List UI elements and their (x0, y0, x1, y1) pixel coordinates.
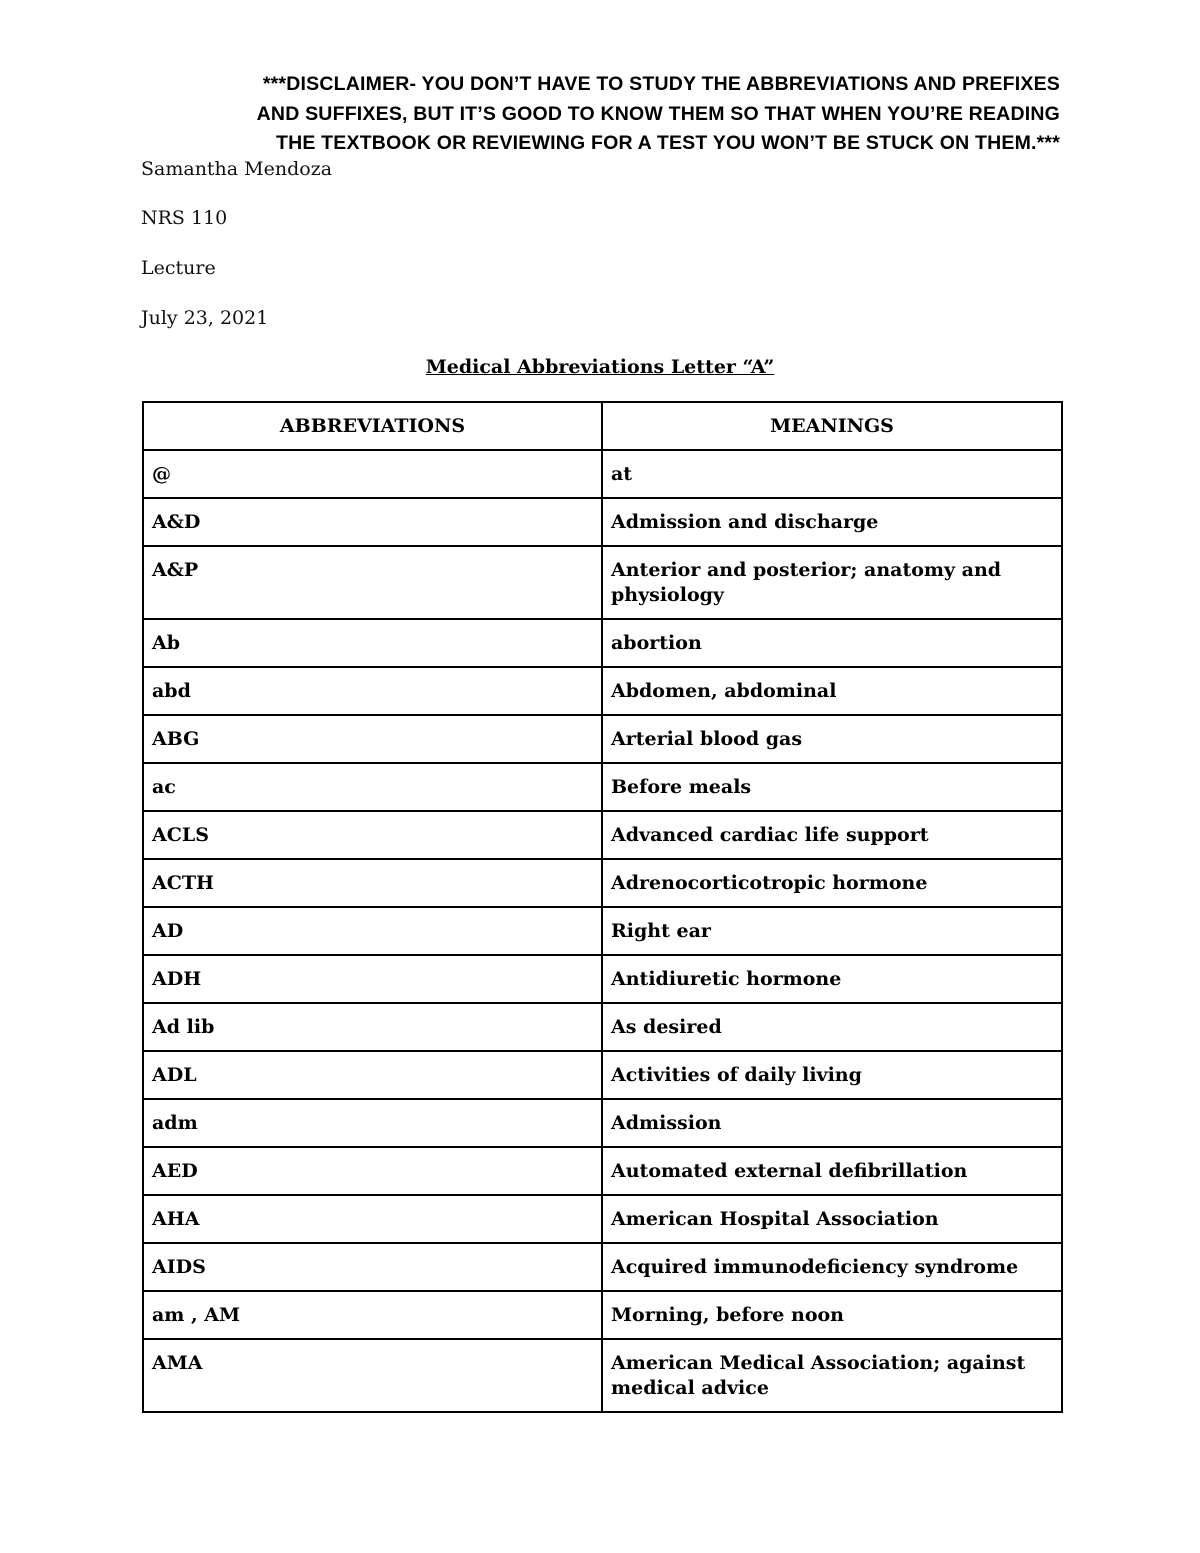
meaning-cell: American Medical Association; against medical advice (602, 1339, 1062, 1412)
meaning-cell: Before meals (602, 763, 1062, 811)
table-row (143, 715, 1062, 763)
abbreviation-cell: Ad lib (143, 1003, 602, 1051)
table-row (143, 1291, 1062, 1339)
meaning-cell: at (602, 450, 1062, 498)
meaning-cell: Admission (602, 1099, 1062, 1147)
table-row (143, 1051, 1062, 1099)
table-header-row (143, 402, 1062, 450)
abbreviation-cell: ADL (143, 1051, 602, 1099)
meaning-cell: Right ear (602, 907, 1062, 955)
abbreviation-cell: adm (143, 1099, 602, 1147)
abbreviation-cell: AMA (143, 1339, 602, 1412)
abbreviation-cell: ACTH (143, 859, 602, 907)
abbreviation-cell: ACLS (143, 811, 602, 859)
meaning-cell: Antidiuretic hormone (602, 955, 1062, 1003)
abbreviation-cell: A&P (143, 546, 602, 619)
table-row (143, 450, 1062, 498)
table-row (143, 1003, 1062, 1051)
meaning-cell: Abdomen, abdominal (602, 667, 1062, 715)
abbreviation-cell: AD (143, 907, 602, 955)
table-row (143, 1099, 1062, 1147)
abbreviations-table (142, 401, 1063, 1413)
table-row (143, 619, 1062, 667)
table-row (143, 498, 1062, 546)
abbreviation-cell: A&D (143, 498, 602, 546)
abbreviation-cell: ADH (143, 955, 602, 1003)
meaning-cell: Automated external defibrillation (602, 1147, 1062, 1195)
table-row (143, 667, 1062, 715)
meaning-cell: Admission and discharge (602, 498, 1062, 546)
abbreviation-cell: abd (143, 667, 602, 715)
table-row (143, 907, 1062, 955)
abbreviation-cell: ABG (143, 715, 602, 763)
table-row (143, 763, 1062, 811)
course-code: NRS 110 (141, 207, 228, 229)
meaning-cell: Activities of daily living (602, 1051, 1062, 1099)
meaning-cell: Acquired immunodeficiency syndrome (602, 1243, 1062, 1291)
page-title: Medical Abbreviations Letter “A” (425, 356, 775, 378)
abbreviation-cell: am , AM (143, 1291, 602, 1339)
meaning-cell: As desired (602, 1003, 1062, 1051)
abbreviation-cell: AED (143, 1147, 602, 1195)
document-type: Lecture (141, 257, 216, 279)
abbreviation-cell: Ab (143, 619, 602, 667)
table-row (143, 811, 1062, 859)
table-row (143, 1195, 1062, 1243)
table-body (143, 450, 1062, 1412)
abbreviation-cell: ac (143, 763, 602, 811)
table-row (143, 1147, 1062, 1195)
abbreviation-cell: @ (143, 450, 602, 498)
column-header-meanings: MEANINGS (602, 402, 1062, 450)
disclaimer-text: ***DISCLAIMER- YOU DON’T HAVE TO STUDY THE ABBREVIATIONS AND PREFIXES AND SUFFIXES, BUT IT’S GOOD TO KNOW THEM SO THAT WHEN YOU’RE READING THE TEXTBOOK OR REVIEWING FOR A TEST YOU WON’T BE STUCK ON THEM.*** (256, 73, 1060, 154)
meaning-cell: Arterial blood gas (602, 715, 1062, 763)
meaning-cell: American Hospital Association (602, 1195, 1062, 1243)
column-header-abbreviations: ABBREVIATIONS (143, 402, 602, 450)
abbreviation-cell: AIDS (143, 1243, 602, 1291)
meaning-cell: Advanced cardiac life support (602, 811, 1062, 859)
meaning-cell: Morning, before noon (602, 1291, 1062, 1339)
table-row (143, 1243, 1062, 1291)
document-date: July 23, 2021 (141, 307, 269, 329)
table-row (143, 1339, 1062, 1412)
table-row (143, 859, 1062, 907)
table-row (143, 546, 1062, 619)
abbreviation-cell: AHA (143, 1195, 602, 1243)
meaning-cell: Adrenocorticotropic hormone (602, 859, 1062, 907)
student-name: Samantha Mendoza (141, 158, 333, 180)
meaning-cell: Anterior and posterior; anatomy and physiology (602, 546, 1062, 619)
meaning-cell: abortion (602, 619, 1062, 667)
table-row (143, 955, 1062, 1003)
